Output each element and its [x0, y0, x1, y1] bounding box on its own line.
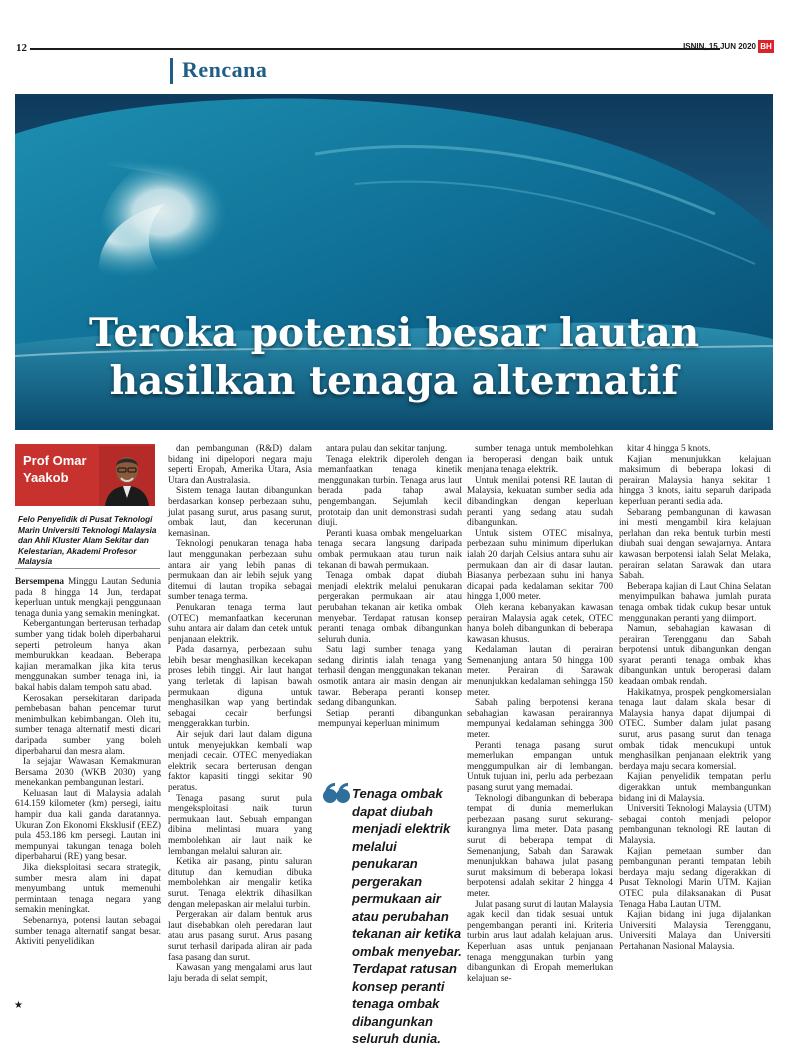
- footer-star: ★: [14, 1000, 23, 1011]
- article-paragraph: Universiti Teknologi Malaysia (UTM) sebagai contoh menjadi pelopor pembangunan teknologi RE lautan di Malaysia.: [619, 804, 771, 846]
- article-paragraph: Peranti kuasa ombak mengeluarkan tenaga secara langsung daripada ombak permukaan atau turun naik tekanan di bawah permukaan.: [318, 528, 462, 571]
- article-paragraph: Teknologi dibangunkan di beberapa tempat di dunia memerlukan perbezaan pasang surut sekurang-kurangnya lima meter. Data pasang surut di beberapa tempat di Semenanjung, Sabah dan Sarawak menunjukkan bahawa julat pasang surut maksimum di beberapa lokasi berpotensi adalah sekitar 2 hingga 4 meter.: [467, 793, 613, 899]
- article-paragraph: Penukaran tenaga terma laut (OTEC) memanfaatkan kecerunan suhu antara air dalam dan cetek untuk penjanaan elektrik.: [168, 602, 312, 645]
- article-paragraph: Untuk sistem OTEC misalnya, perbezaan suhu minimum diperlukan ialah 20 darjah Celsius antara suhu air permukaan dan air di dasar lautan. Biasanya perbezaan suhu ini hanya dicapai pada kedalaman sekitar 700 hingga 1,000 meter.: [467, 528, 613, 603]
- article-paragraph: [15, 577, 161, 619]
- article-paragraph: Tenaga pasang surut pula mengeksploitasi naik turun permukaan laut. Sebuah empangan dibina melintasi muara yang membolehkan air laut naik ke lembangan melalui saluran air.: [168, 793, 312, 857]
- article-paragraph: Tenaga elektrik diperoleh dengan memanfaatkan tenaga kinetik menggunakan turbin. Tenaga arus laut berada pada tahap awal pengembangan. Sejumlah kecil prototaip dan unit demonstrasi sudah diuji.: [318, 454, 462, 529]
- article-paragraph: Pergerakan air dalam bentuk arus laut disebabkan oleh peredaran laut atau arus pasang surut. Arus pasang surut terhasil daripada aliran air pada fasa pasang dan surut.: [168, 910, 312, 963]
- author-card: [15, 444, 155, 506]
- article-column-3: [318, 444, 462, 730]
- quote-mark-icon: [322, 782, 350, 806]
- author-photo: [99, 446, 155, 506]
- page-header: [0, 0, 790, 56]
- header-rule: [30, 48, 720, 50]
- issue-date: ISNIN, 15 JUN 2020: [683, 42, 756, 51]
- article-paragraph: kitar 4 hingga 5 knots.: [627, 444, 711, 454]
- article-paragraph: Untuk menilai potensi RE lautan di Malaysia, kekuatan sumber sedia ada dibandingkan dengan keperluan peranti yang sedang atau sudah dibangunkan.: [467, 475, 613, 529]
- pull-quote: Tenaga ombak dapat diubah menjadi elektrik melalui penukaran pergerakan permukaan air atau perubahan tekanan air ketika ombak menyebar. Terdapat ratusan konsep peranti tenaga ombak dibangunkan seluruh dunia.: [352, 786, 462, 1046]
- article-paragraph: Kebergantungan berterusan terhadap sumber yang tidak boleh diperbaharui seperti petroleum hanya akan memburukkan keadaan. Beberapa kajian meramalkan jika kita terus menggunakan sumber tenaga ini, ia bakal habis dalam tempoh satu abad.: [15, 619, 161, 693]
- article-paragraph: Ketika air pasang, pintu saluran ditutup dan kemudian dibuka membolehkan air mengalir ketika surut. Tenaga elektrik dihasilkan dengan melepaskan air melalui turbin.: [168, 857, 312, 910]
- article-column-5: [619, 444, 771, 953]
- article-paragraph: Kajian penyelidik tempatan perlu digerakkan untuk membangunkan bidang ini di Malaysia.: [619, 772, 771, 804]
- article-paragraph: Oleh kerana kebanyakan kawasan perairan Malaysia agak cetek, OTEC hanya boleh dibangunkan di beberapa kawasan khusus.: [467, 602, 613, 645]
- article-paragraph: Kawasan yang mengalami arus laut laju berada di selat sempit,: [168, 963, 312, 984]
- author-divider: [15, 568, 160, 569]
- hero-image: [15, 94, 773, 430]
- article-paragraph: Kerosakan persekitaran daripada pembebasan bahan pencemar turut menimbulkan kebimbangan. Oleh itu, sumber tenaga alternatif mesti dicari daripada sumber yang boleh diperbaharui dan mesra alam.: [15, 693, 161, 757]
- article-paragraph: Sistem tenaga lautan dibangunkan berdasarkan konsep perbezaan suhu, julat pasang surut, arus pasang surut, ombak laut, dan kecerunan kemasinan.: [168, 486, 312, 539]
- bh-logo: BH: [758, 40, 774, 53]
- article-paragraph: Satu lagi sumber tenaga yang sedang dirintis ialah tenaga yang terhasil dengan menggunakan tekanan osmotik antara air masin dengan air tawar. Beberapa peranti konsep sedang dibangunkan.: [318, 645, 462, 709]
- article-paragraph: Namun, sebahagian kawasan di perairan Terengganu dan Sabah berpotensi untuk dibangunkan dengan syarat peranti tenaga ombak khas dibangunkan untuk beroperasi dalam keadaan ombak rendah.: [619, 624, 771, 688]
- page-number: 12: [16, 42, 27, 54]
- article-column-2: [168, 444, 312, 984]
- article-paragraph: Tenaga ombak dapat diubah menjadi elektrik melalui penukaran pergerakan permukaan air atau perubahan tekanan air ketika ombak menyebar. Terdapat ratusan konsep peranti tenaga ombak dibangunkan seluruh dunia.: [318, 571, 462, 645]
- article-paragraph: dan pembangunan (R&D) dalam bidang ini dipelopori negara maju seperti Eropah, Amerika Utara, Asia Utara dan Australasia.: [168, 444, 312, 486]
- article-paragraph: Sabah paling berpotensi kerana sebahagian kawasan perairannya mempunyai kedalaman sehingga 300 meter.: [467, 698, 613, 741]
- article-paragraph: Julat pasang surut di lautan Malaysia agak kecil dan tidak sesuai untuk pengembangan peranti ini. Kriteria turbin arus laut adalah kelajuan arus. Keperluan asas untuk penjanaan tenaga menggunakan turbin yang dibangunkan di Eropah memerlukan kelajuan se-: [467, 899, 613, 984]
- article-paragraph: Air sejuk dari laut dalam diguna untuk menyejukkan kembali wap menjadi cecair. OTEC menyediakan elektrik secara berterusan dengan faktor kapasiti tinggi sekitar 90 peratus.: [168, 730, 312, 793]
- article-headline: [15, 309, 773, 405]
- article-column-4: [467, 444, 613, 984]
- article-paragraph: sumber tenaga untuk membolehkan ia beroperasi dengan baik untuk menjana tenaga elektrik.: [467, 444, 613, 476]
- article-paragraph: Jika dieksploitasi secara strategik, sumber mesra alam ini dapat menyumbang untuk memenuhi permintaan tenaga negara yang semakin meningkat.: [15, 863, 161, 916]
- author-name: [23, 452, 93, 486]
- author-name-line-1: Prof Omar: [23, 453, 87, 468]
- author-bio: Felo Penyelidik di Pusat Teknologi Marin Universiti Teknologi Malaysia dan Ahli Kluster Alam Sekitar dan Kelestarian, Akademi Profesor Malaysia: [18, 515, 157, 566]
- article-paragraph: Sebenarnya, potensi lautan sebagai sumber tenaga alternatif sangat besar. Aktiviti penyelidikan: [15, 916, 161, 948]
- article-paragraph: Teknologi penukaran tenaga haba laut menggunakan perbezaan suhu antara air yang lebih panas di permukaan dan air lebih sejuk yang ditemui di lautan tropika sebagai sumber tenaga terma.: [168, 539, 312, 603]
- article-paragraph: Peranti tenaga pasang surut memerlukan empangan untuk menggumpulkan air di lembangan. Untuk tujuan ini, perlu ada perbezaan pasang surut yang memadai.: [467, 740, 613, 793]
- article-paragraph: Kedalaman lautan di perairan Semenanjung antara 50 hingga 100 meter. Perairan di Sarawak menunjukkan kedalaman sehingga 150 meter.: [467, 645, 613, 698]
- paragraph-text: Minggu Lautan Sedunia pada 8 hingga 14 Jun, terdapat keperluan untuk mengkaji penggunaan tenaga dunia yang semakin meningkat.: [15, 577, 161, 619]
- lead-word: Bersempena: [15, 577, 65, 587]
- article-paragraph: Kajian pemetaan sumber dan pembangunan peranti tempatan lebih berdaya maju sedang digerakkan di Pusat Teknologi Marin UTM. Kajian OTEC pula dilaksanakan di Pusat Tenaga Haba Lautan UTM.: [619, 846, 771, 910]
- article-paragraph: Pada dasarnya, perbezaan suhu lebih besar menghasilkan kecekapan proses lebih tinggi. Air laut hangat yang terletak di lapisan bawah permukaan diguna untuk menghasilkan wap yang bertindak sebagai cecair berfungsi menggerakkan turbin.: [168, 645, 312, 730]
- article-paragraph: Hakikatnya, prospek pengkomersialan tenaga laut dalam skala besar di Malaysia hanya dapat dijumpai di OTEC. Sumber dalam julat pasang surut, arus pasang surut dan tenaga ombak tidak mencukupi untuk menghasilkan penjanaan elektrik yang berdaya maju secara komersial.: [619, 687, 771, 772]
- headline-line-1: Teroka potensi besar lautan: [88, 310, 700, 356]
- section-title: Rencana: [182, 57, 268, 82]
- article-column-1: [15, 577, 161, 948]
- article-paragraph: antara pulau dan sekitar tanjung.: [326, 444, 448, 454]
- article-paragraph: Ia sejajar Wawasan Kemakmuran Bersama 2030 (WKB 2030) yang menekankan pembangunan lestari.: [15, 757, 161, 789]
- article-paragraph: Keluasan laut di Malaysia adalah 614.159 kilometer (km) persegi, iaitu hampir dua kali ganda daratannya. Ukuran Zon Ekonomi Eksklusif (EEZ) pula 453.186 km persegi. Lautan ini mempunyai takungan tenaga boleh diperbaharui (RE) yang besar.: [15, 788, 161, 863]
- section-accent-bar: [170, 58, 173, 84]
- article-paragraph: Sebarang pembangunan di kawasan ini mesti mengambil kira kelajuan perlahan dan reka bentuk turbin mesti diubah suai dengan sewajarnya. Antara kawasan berpotensi ialah Selat Melaka, perairan selatan Sarawak dan utara Sabah.: [619, 507, 771, 582]
- article-paragraph: Kajian menunjukkan kelajuan maksimum di beberapa lokasi di perairan Malaysia hanya sekitar 1 hingga 3 knots, iaitu separuh daripada keperluan peranti sedia ada.: [619, 454, 771, 507]
- article-paragraph: Beberapa kajian di Laut China Selatan menyimpulkan bahawa jumlah purata tenaga ombak tidak cukup besar untuk menggunakan peranti yang diimport.: [619, 581, 771, 624]
- article-paragraph: Kajian bidang ini juga dijalankan Universiti Malaysia Terengganu, Universiti Malaya dan Universiti Pertahanan Nasional Malaysia.: [619, 910, 771, 952]
- author-name-line-2: Yaakob: [23, 470, 69, 485]
- article-paragraph: Setiap peranti dibangunkan mempunyai keperluan minimum: [318, 708, 462, 730]
- headline-line-2: hasilkan tenaga alternatif: [109, 358, 679, 404]
